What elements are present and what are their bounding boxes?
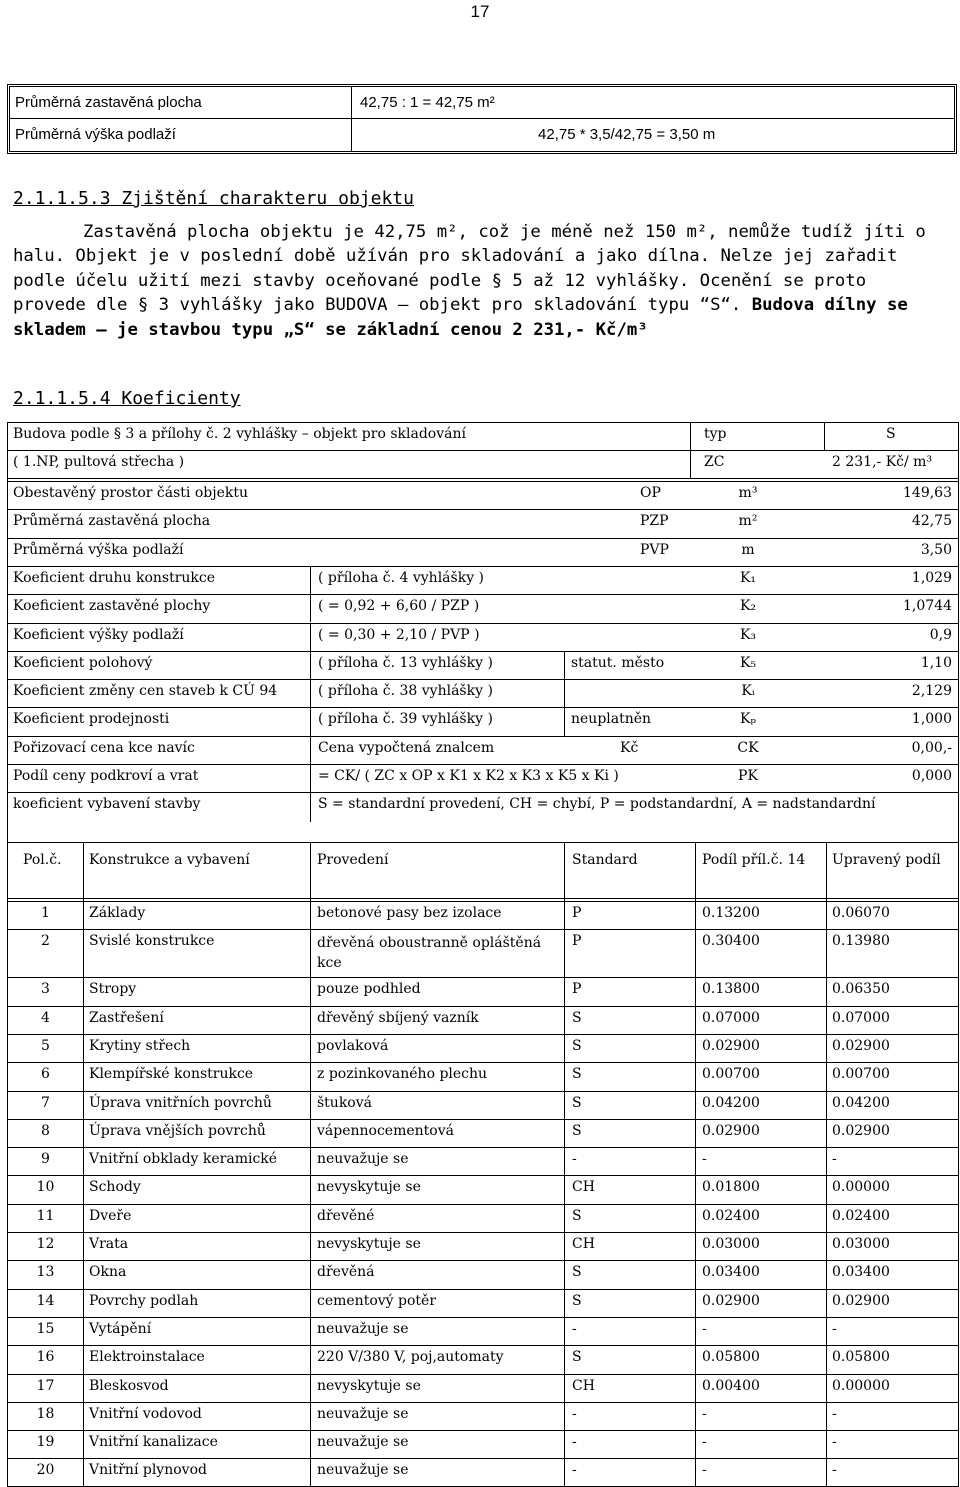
construction-row-standard: - <box>572 1320 577 1337</box>
construction-row-share: - <box>702 1405 707 1422</box>
koef-row-note: ( = 0,30 + 2,10 / PVP ) <box>318 626 480 643</box>
construction-row-execution: povlaková <box>317 1037 389 1054</box>
construction-row-name: Okna <box>89 1264 127 1281</box>
koef-row-label: Průměrná zastavěná plocha <box>13 513 211 530</box>
construction-row-adjusted: 0.00000 <box>832 1179 890 1196</box>
construction-row-share: 0.13800 <box>702 981 760 998</box>
construction-row-number: 10 <box>36 1179 55 1196</box>
koef-row-unit: K₅ <box>739 654 757 671</box>
construction-row-number: 18 <box>36 1405 55 1422</box>
construction-row-adjusted: 0.00000 <box>832 1377 890 1394</box>
construction-row-standard: S <box>572 1066 582 1083</box>
koef-row-unit: PK <box>738 768 758 784</box>
paragraph-bold-text: Budova dílny se skladem – je stavbou typu „S“ se základní cenou 2 231,- Kč/m³ <box>13 295 908 340</box>
construction-row-share: - <box>702 1462 707 1479</box>
summary-row-height <box>10 119 954 150</box>
koef-row-label: Koeficient zastavěné plochy <box>13 598 211 615</box>
construction-row-standard: S <box>572 1292 582 1309</box>
coefficient-table <box>7 422 959 843</box>
koef-row-value: 1,000 <box>911 711 952 728</box>
koef-head2-value: 2 231,- Kč/ m³ <box>832 454 933 470</box>
construction-row-name: Úprava vnějších povrchů <box>89 1122 266 1139</box>
construction-header-5: Upravený podíl <box>832 852 941 868</box>
construction-row-number: 6 <box>41 1066 50 1083</box>
koef-head2-zc: ZC <box>704 454 725 470</box>
construction-header-4: Podíl příl.č. 14 <box>702 852 806 868</box>
construction-row-share: 0.13200 <box>702 905 760 921</box>
construction-row-number: 2 <box>41 933 50 950</box>
construction-row-standard: S <box>572 1264 582 1281</box>
section-heading-coefficients: 2.1.1.5.4 Koeficienty <box>13 388 241 409</box>
construction-row-execution: nevyskytuje se <box>317 1377 421 1394</box>
construction-row-name: Vrata <box>89 1236 129 1252</box>
construction-row-execution: nevyskytuje se <box>317 1179 421 1196</box>
koef-row-note: ( příloha č. 38 vyhlášky ) <box>318 683 493 700</box>
koef-row-label: Koeficient prodejnosti <box>13 711 170 728</box>
construction-row-name: Krytiny střech <box>89 1037 191 1054</box>
construction-row-number: 19 <box>36 1434 55 1451</box>
construction-row-execution: cementový potěr <box>317 1292 437 1309</box>
summary-area-value: 42,75 : 1 = 42,75 m² <box>360 94 495 111</box>
construction-row-execution: neuvažuje se <box>317 1462 409 1479</box>
koef-row-note: ( příloha č. 39 vyhlášky ) <box>318 711 493 728</box>
construction-row-adjusted: 0.13980 <box>832 933 890 950</box>
construction-row-adjusted: - <box>832 1462 837 1479</box>
construction-row-name: Klempířské konstrukce <box>89 1066 254 1083</box>
construction-row-name: Zastřešení <box>89 1009 164 1026</box>
construction-row-number: 11 <box>36 1207 55 1224</box>
summary-height-value: 42,75 * 3,5/42,75 = 3,50 m <box>538 126 716 143</box>
construction-row-adjusted: 0.03000 <box>832 1236 890 1252</box>
koef-row-label: Pořizovací cena kce navíc <box>13 739 195 756</box>
construction-row-adjusted: 0.05800 <box>832 1349 890 1366</box>
construction-row-execution: dřevěná <box>317 1264 375 1281</box>
koef-row-extra: Kč <box>620 739 639 756</box>
construction-row-number: 15 <box>36 1320 55 1337</box>
koef-row-unit: Kₚ <box>739 711 757 728</box>
koef-row-note: ( příloha č. 13 vyhlášky ) <box>318 654 493 671</box>
construction-row-name: Vnitřní plynovod <box>89 1462 207 1479</box>
construction-row-standard: - <box>572 1405 577 1422</box>
construction-row-share: 0.00400 <box>702 1377 760 1394</box>
koef-head2-label: ( 1.NP, pultová střecha ) <box>13 454 185 470</box>
construction-row-execution: z pozinkovaného plechu <box>317 1066 488 1083</box>
construction-row-standard: P <box>572 905 582 921</box>
construction-row-name: Základy <box>89 905 146 921</box>
construction-row-share: 0.03000 <box>702 1236 760 1252</box>
construction-row-share: 0.05800 <box>702 1349 760 1366</box>
construction-row-share: 0.02900 <box>702 1292 760 1309</box>
koef-row-label: Koeficient změny cen staveb k CÚ 94 <box>13 683 278 700</box>
construction-row-number: 20 <box>36 1462 55 1479</box>
koef-row-unit: m³ <box>738 485 758 501</box>
construction-row-standard: CH <box>572 1377 595 1394</box>
construction-table <box>7 842 959 1487</box>
construction-row-standard: S <box>572 1094 582 1111</box>
construction-row-adjusted: 0.02900 <box>832 1292 890 1309</box>
construction-row-number: 12 <box>36 1236 55 1252</box>
construction-row-name: Elektroinstalace <box>89 1349 205 1366</box>
construction-row-number: 8 <box>41 1122 50 1139</box>
construction-row-name: Úprava vnitřních povrchů <box>89 1094 272 1111</box>
page-number: 17 <box>470 2 490 21</box>
koef-head-typ: typ <box>704 426 727 442</box>
construction-row-share: 0.02900 <box>702 1037 760 1054</box>
construction-row-number: 17 <box>36 1377 55 1394</box>
koef-row-unit: K₁ <box>739 569 757 586</box>
construction-row-standard: CH <box>572 1179 595 1196</box>
construction-row-standard: CH <box>572 1236 595 1252</box>
construction-row-number: 4 <box>41 1009 50 1026</box>
construction-row-number: 7 <box>41 1094 50 1111</box>
construction-row-standard: - <box>572 1462 577 1479</box>
koef-row-value: 42,75 <box>911 513 952 530</box>
construction-row-share: - <box>702 1151 707 1168</box>
construction-row-standard: P <box>572 981 582 998</box>
construction-row-share: 0.00700 <box>702 1066 760 1083</box>
koef-row-value: 0,00,- <box>911 739 952 756</box>
koef-row-value: 3,50 <box>920 541 952 558</box>
construction-row-share: - <box>702 1434 707 1451</box>
koef-row-label: Podíl ceny podkroví a vrat <box>13 768 199 784</box>
construction-row-standard: S <box>572 1122 582 1139</box>
section-paragraph-character <box>13 220 941 342</box>
construction-row-execution: 220 V/380 V, poj,automaty <box>317 1349 504 1366</box>
construction-row-execution: neuvažuje se <box>317 1151 409 1168</box>
construction-row-adjusted: - <box>832 1320 837 1337</box>
summary-box <box>7 84 957 154</box>
summary-area-label: Průměrná zastavěná plocha <box>15 94 202 111</box>
construction-row-share: 0.07000 <box>702 1009 760 1026</box>
construction-row-execution: nevyskytuje se <box>317 1236 421 1252</box>
koef-row-unit: m² <box>738 513 758 530</box>
koef-row-extra: OP <box>640 485 661 501</box>
construction-row-adjusted: 0.06350 <box>832 981 890 998</box>
construction-row-adjusted: 0.04200 <box>832 1094 890 1111</box>
construction-row-adjusted: 0.00700 <box>832 1066 890 1083</box>
construction-row-number: 16 <box>36 1349 55 1366</box>
construction-row-number: 5 <box>41 1037 50 1054</box>
construction-row-execution: neuvažuje se <box>317 1320 409 1337</box>
construction-row-share: 0.02900 <box>702 1122 760 1139</box>
construction-row-adjusted: 0.06070 <box>832 905 890 921</box>
koef-row-extra: PZP <box>640 513 669 530</box>
koef-row-label: Průměrná výška podlaží <box>13 541 184 558</box>
koef-equipment-note: S = standardní provedení, CH = chybí, P = podstandardní, A = nadstandardní <box>318 796 876 813</box>
construction-header-2: Provedení <box>317 852 389 868</box>
construction-row-number: 1 <box>41 905 50 921</box>
construction-row-execution: štuková <box>317 1094 372 1111</box>
koef-row-value: 149,63 <box>903 485 952 501</box>
construction-row-execution: dřevěné <box>317 1207 375 1224</box>
koef-row-value: 0,9 <box>929 626 952 643</box>
koef-row-extra: PVP <box>640 541 669 558</box>
koef-row-note: ( příloha č. 4 vyhlášky ) <box>318 569 485 586</box>
construction-row-adjusted: 0.02400 <box>832 1207 890 1224</box>
construction-row-adjusted: 0.07000 <box>832 1009 890 1026</box>
construction-row-execution: pouze podhled <box>317 981 421 998</box>
construction-row-share: 0.30400 <box>702 933 760 950</box>
koef-row-note: ( = 0,92 + 6,60 / PZP ) <box>318 598 480 615</box>
construction-row-name: Vnitřní kanalizace <box>89 1434 218 1451</box>
construction-row-standard: S <box>572 1207 582 1224</box>
construction-row-adjusted: - <box>832 1434 837 1451</box>
construction-row-name: Vytápění <box>89 1320 152 1337</box>
construction-row-share: 0.03400 <box>702 1264 760 1281</box>
construction-row-share: - <box>702 1320 707 1337</box>
construction-row-execution: neuvažuje se <box>317 1434 409 1451</box>
koef-row-label: Koeficient výšky podlaží <box>13 626 184 643</box>
construction-row-name: Dveře <box>89 1207 132 1224</box>
construction-header-1: Konstrukce a vybavení <box>89 852 250 868</box>
koef-row-label: Koeficient druhu konstrukce <box>13 569 216 586</box>
construction-row-execution: neuvažuje se <box>317 1405 409 1422</box>
koef-row-unit: Kᵢ <box>741 683 755 700</box>
construction-row-number: 13 <box>36 1264 55 1281</box>
koef-row-value: 1,029 <box>911 569 952 586</box>
construction-row-share: 0.04200 <box>702 1094 760 1111</box>
construction-row-standard: - <box>572 1151 577 1168</box>
koef-row-unit: CK <box>737 739 759 756</box>
construction-row-name: Schody <box>89 1179 141 1196</box>
construction-row-adjusted: 0.03400 <box>832 1264 890 1281</box>
koef-row-value: 1,10 <box>920 654 952 671</box>
construction-row-share: 0.01800 <box>702 1179 760 1196</box>
section-heading-character: 2.1.1.5.3 Zjištění charakteru objektu <box>13 188 414 209</box>
construction-row-execution: betonové pasy bez izolace <box>317 905 502 921</box>
construction-row-standard: P <box>572 933 582 950</box>
construction-row-share: 0.02400 <box>702 1207 760 1224</box>
construction-row-standard: S <box>572 1349 582 1366</box>
construction-row-standard: S <box>572 1009 582 1026</box>
koef-row-value: 0,000 <box>911 768 952 784</box>
koef-head-label: Budova podle § 3 a přílohy č. 2 vyhlášky – objekt pro skladování <box>13 426 466 442</box>
construction-row-name: Vnitřní obklady keramické <box>89 1151 278 1168</box>
construction-row-execution: vápennocementová <box>317 1122 454 1139</box>
construction-row-adjusted: - <box>832 1151 837 1168</box>
koef-row-extra: neuplatněn <box>571 711 652 728</box>
construction-row-name: Bleskosvod <box>89 1377 169 1394</box>
construction-row-execution: dřevěná oboustranně opláštěná kce <box>317 935 542 972</box>
summary-height-label: Průměrná výška podlaží <box>15 126 176 143</box>
koef-row-extra: statut. město <box>571 654 665 671</box>
koef-row-value: 1,0744 <box>903 598 952 615</box>
construction-row-name: Povrchy podlah <box>89 1292 199 1309</box>
summary-row-area <box>10 87 954 119</box>
koef-row-unit: K₃ <box>739 626 757 643</box>
construction-row-standard: - <box>572 1434 577 1451</box>
koef-row-unit: K₂ <box>739 598 757 615</box>
koef-row-unit: m <box>741 541 755 558</box>
construction-row-number: 9 <box>41 1151 50 1168</box>
construction-row-name: Svislé konstrukce <box>89 933 215 950</box>
koef-row-note: = CK/ ( ZC x OP x K1 x K2 x K3 x K5 x Ki ) <box>318 768 619 784</box>
construction-row-execution: dřevěný sbíjený vazník <box>317 1009 479 1026</box>
construction-row-adjusted: 0.02900 <box>832 1122 890 1139</box>
construction-row-number: 3 <box>41 981 50 998</box>
construction-row-number: 14 <box>36 1292 55 1309</box>
construction-row-standard: S <box>572 1037 582 1054</box>
koef-row-value: 2,129 <box>911 683 952 700</box>
koef-row-note: Cena vypočtená znalcem <box>318 739 495 756</box>
construction-row-name: Vnitřní vodovod <box>89 1405 202 1422</box>
construction-row-name: Stropy <box>89 981 137 998</box>
koef-equipment-label: koeficient vybavení stavby <box>13 796 201 813</box>
koef-row-label: Obestavěný prostor části objektu <box>13 485 248 501</box>
koef-head-type-value: S <box>886 426 896 442</box>
koef-row-label: Koeficient polohový <box>13 654 153 671</box>
construction-row-adjusted: 0.02900 <box>832 1037 890 1054</box>
construction-row-adjusted: - <box>832 1405 837 1422</box>
construction-header-0: Pol.č. <box>23 852 62 868</box>
construction-header-3: Standard <box>572 852 638 868</box>
paragraph-text: Zastavěná plocha objektu je 42,75 m², což je méně než 150 m², nemůže tudíž jíti o halu. Objekt je v poslední době užíván pro skladování a jako dílna. Nelze jej zařadit podle účelu užití mezi stavby oceňované podle § 5 až 12 vyhlášky. Ocenění se proto provede dle § 3 vyhlášky jako BUDOVA – objekt pro skladování typu “S“. <box>13 222 926 316</box>
